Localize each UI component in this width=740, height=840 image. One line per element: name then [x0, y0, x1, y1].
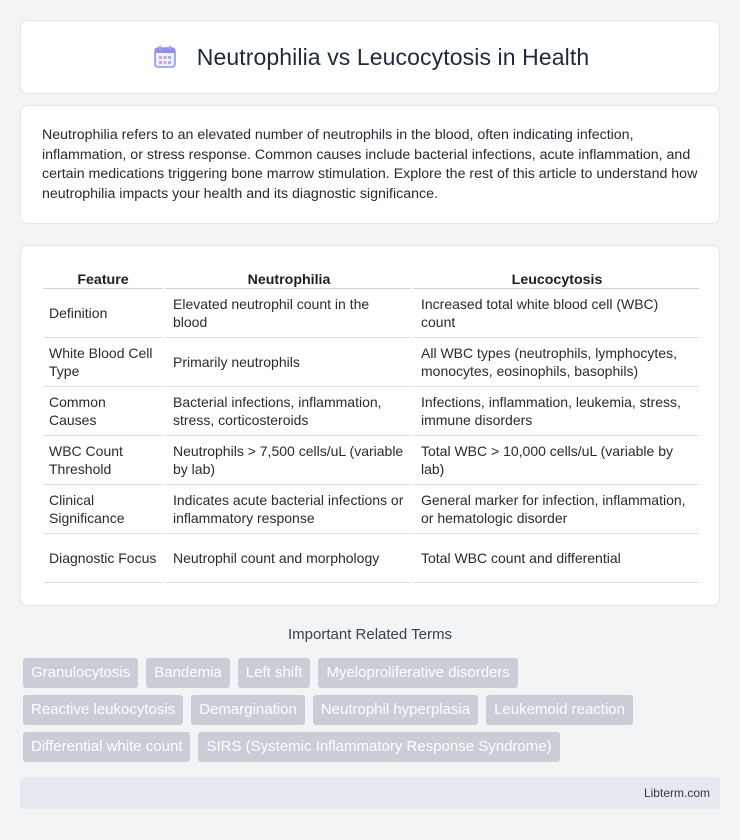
- comparison-table: [43, 266, 699, 583]
- comparison-table-card: [20, 245, 720, 606]
- table-cell: All WBC types (neutrophils, lymphocytes, monocytes, eosinophils, basophils): [411, 338, 699, 387]
- table-cell: Increased total white blood cell (WBC) count: [411, 289, 699, 338]
- table-row: [43, 485, 699, 534]
- title-wrap: [151, 43, 589, 71]
- calendar-grid-icon: [151, 43, 179, 71]
- table-cell: Neutrophils > 7,500 cells/uL (variable by lab): [163, 436, 411, 485]
- table-cell: Bacterial infections, inflammation, stress, corticosteroids: [163, 387, 411, 436]
- related-terms-title: Important Related Terms: [288, 626, 452, 643]
- table-cell: Neutrophil count and morphology: [163, 534, 411, 583]
- table-row: [43, 289, 699, 338]
- page-title: Neutrophilia vs Leucocytosis in Health: [196, 43, 590, 70]
- tag-sirs[interactable]: SIRS (Systemic Inflammatory Response Syndrome): [198, 732, 559, 762]
- tag-demargination[interactable]: Demargination: [191, 695, 305, 725]
- table-row: [43, 436, 699, 485]
- tag-row: [23, 695, 723, 725]
- intro-text: Neutrophilia refers to an elevated number of neutrophils in the blood, often indicating infection, inflammation, or stress response. Common causes include bacterial infections, acute inflammation, and certain medications triggering bone marrow stimulation. Explore the rest of this article to understand how neutrophilia impacts your health and its diagnostic significance.: [42, 127, 698, 202]
- table-cell: Total WBC count and differential: [411, 534, 699, 583]
- tag-leukemoid-reaction[interactable]: Leukemoid reaction: [486, 695, 633, 725]
- column-header-feature: Feature: [43, 266, 163, 289]
- table-cell: Diagnostic Focus: [43, 534, 163, 583]
- table-row: [43, 534, 699, 583]
- table-cell: Total WBC > 10,000 cells/uL (variable by lab): [411, 436, 699, 485]
- column-header-leucocytosis: Leucocytosis: [411, 266, 699, 289]
- tag-left-shift[interactable]: Left shift: [238, 658, 311, 688]
- table-cell: Clinical Significance: [43, 485, 163, 534]
- table-row: [43, 387, 699, 436]
- table-cell: Indicates acute bacterial infections or inflammatory response: [163, 485, 411, 534]
- table-cell: Definition: [43, 289, 163, 338]
- header-card: [20, 20, 720, 94]
- tag-granulocytosis[interactable]: Granulocytosis: [23, 658, 138, 688]
- tag-reactive-leukocytosis[interactable]: Reactive leukocytosis: [23, 695, 183, 725]
- footer: [20, 777, 720, 809]
- table-cell: Primarily neutrophils: [163, 338, 411, 387]
- tag-bandemia[interactable]: Bandemia: [146, 658, 230, 688]
- tag-row: [23, 732, 723, 762]
- table-cell: Elevated neutrophil count in the blood: [163, 289, 411, 338]
- table-cell: Infections, inflammation, leukemia, stress, immune disorders: [411, 387, 699, 436]
- tag-differential-white-count[interactable]: Differential white count: [23, 732, 190, 762]
- tag-neutrophil-hyperplasia[interactable]: Neutrophil hyperplasia: [313, 695, 478, 725]
- table-row: [43, 338, 699, 387]
- tag-row: [23, 658, 723, 688]
- column-header-neutrophilia: Neutrophilia: [163, 266, 411, 289]
- table-cell: Common Causes: [43, 387, 163, 436]
- table-cell: WBC Count Threshold: [43, 436, 163, 485]
- tag-myeloproliferative-disorders[interactable]: Myeloproliferative disorders: [318, 658, 517, 688]
- table-cell: General marker for infection, inflammation, or hematologic disorder: [411, 485, 699, 534]
- table-header-row: [43, 266, 699, 289]
- intro-card: [20, 105, 720, 224]
- related-terms-list: [23, 658, 723, 769]
- footer-site-link[interactable]: Libterm.com: [643, 786, 710, 800]
- table-cell: White Blood Cell Type: [43, 338, 163, 387]
